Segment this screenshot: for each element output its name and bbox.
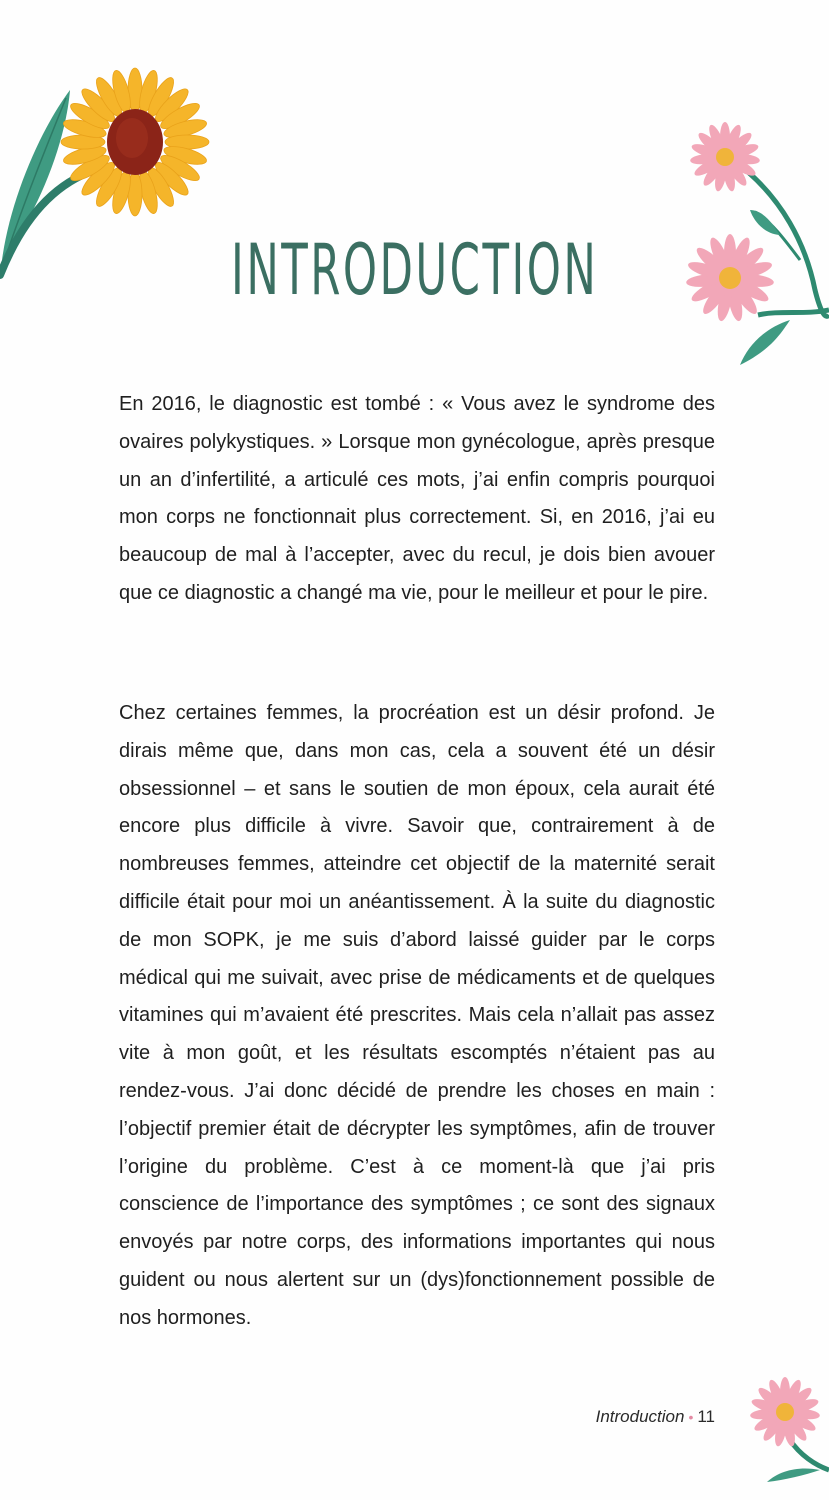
chapter-title: INTRODUCTION <box>231 229 599 311</box>
footer-separator: • <box>688 1409 694 1425</box>
footer-section-label: Introduction <box>595 1407 685 1426</box>
page-number: 11 <box>697 1407 715 1426</box>
daisy-illustration-bottom <box>745 1370 829 1500</box>
daisy-center <box>716 148 734 166</box>
daisy-leaf <box>750 210 780 235</box>
paragraph-2: Chez certaines femmes, la procréation est un désir profond. Je dirais même que, dans mon cas, cela a souvent été un désir obsessionnel – et sans le soutien de mon époux, cela aurait été encore plus difficile à vivre. Savoir que, contrairement à de nombreuses femmes, atteindre cet objectif de la maternité serait difficile était pour moi un anéantissement. À la suite du diagnostic de mon SOPK, je me suis d’abord laissé guider par le corps médical qui me suivait, avec prise de médicaments et de quelques vitamines qui m’avaient été prescrites. Mais cela n’allait pas assez vite à mon goût, et les résultats escomptés n’étaient pas au rendez-vous. J’ai donc décidé de prendre les choses en main : l’objectif premier était de décrypter les symptômes, afin de trouver l’origine du problème. C’est à ce moment-là que j’ai pris conscience de l’importance des symptômes ; ce sont des signaux envoyés par notre corps, des informations importantes qui nous guident ou nous alertent sur un (dys)fonctionnement possible de nos hormones. <box>119 702 715 1329</box>
running-footer <box>596 1407 715 1427</box>
sunflower-petals <box>61 68 209 216</box>
daisies-illustration <box>680 110 829 380</box>
paragraph-1: En 2016, le diagnostic est tombé : « Vous avez le syndrome des ovaires polykystiques. » Lorsque mon gynécologue, après presque un an d’infertilité, a articulé ces mots, j’ai enfin compris pourquoi mon corps ne fonctionnait plus correctement. Si, en 2016, j’ai eu beaucoup de mal à l’accepter, avec du recul, je dois bien avouer que ce diagnostic a changé ma vie, pour le meilleur et pour le pire. <box>119 393 715 604</box>
